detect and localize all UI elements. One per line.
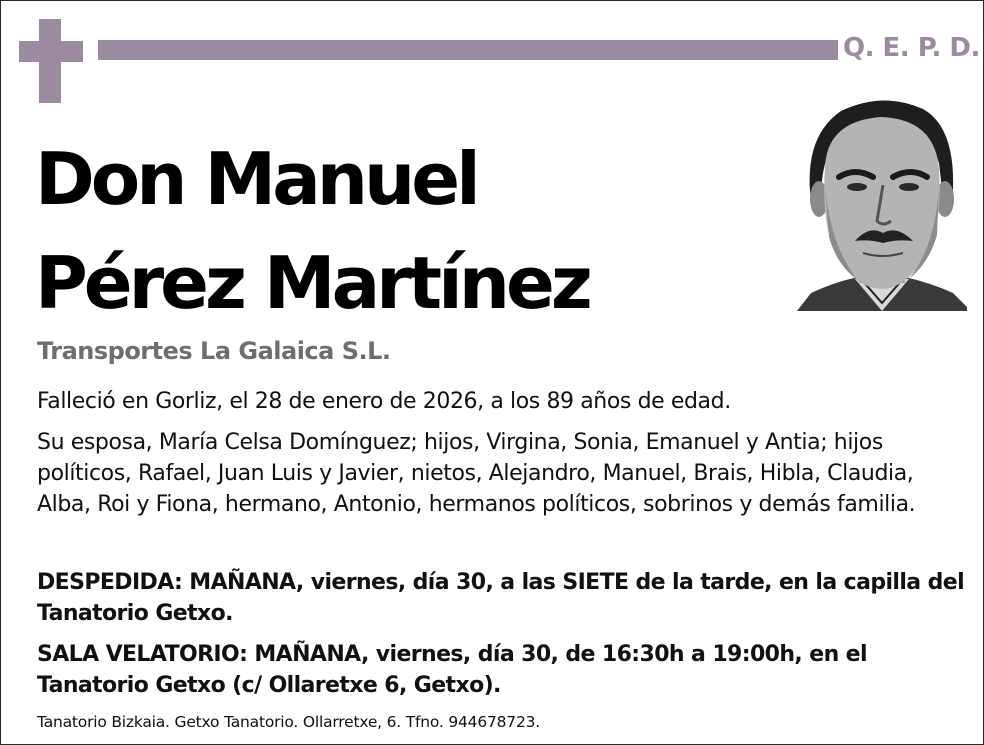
wake-notice: SALA VELATORIO: MAÑANA, viernes, día 30, de 16:30h a 19:00h, en el Tanatorio Getxo (c/ Ollaretxe 6, Getxo). — [37, 642, 867, 698]
deceased-name — [35, 127, 795, 335]
header-rule — [98, 40, 838, 60]
name-line-2: Pérez Martínez — [35, 241, 589, 325]
family-list: Su esposa, María Celsa Domínguez; hijos, Virgina, Sonia, Emanuel y Antia; hijos políticos, Rafael, Juan Luis y Javier, nietos, Alejandro, Manuel, Brais, Hibla, Claudia, Alba, Roi y Fiona, hermano, Antonio, hermanos políticos, sobrinos y demás familia. — [37, 430, 916, 517]
qepd-label: Q. E. P. D. — [843, 33, 980, 63]
portrait-photo — [797, 97, 967, 311]
death-notice: Falleció en Gorliz, el 28 de enero de 2026, a los 89 años de edad. — [37, 389, 731, 414]
ceremony-notice: DESPEDIDA: MAÑANA, viernes, día 30, a las SIETE de la tarde, en la capilla del Tanatorio Getxo. — [37, 570, 965, 626]
company-name: Transportes La Galaica S.L. — [37, 337, 391, 365]
funeral-home-footer: Tanatorio Bizkaia. Getxo Tanatorio. Ollarretxe, 6. Tfno. 944678723. — [37, 713, 541, 731]
name-line-1: Don Manuel — [35, 137, 477, 221]
cross-icon — [19, 19, 83, 103]
